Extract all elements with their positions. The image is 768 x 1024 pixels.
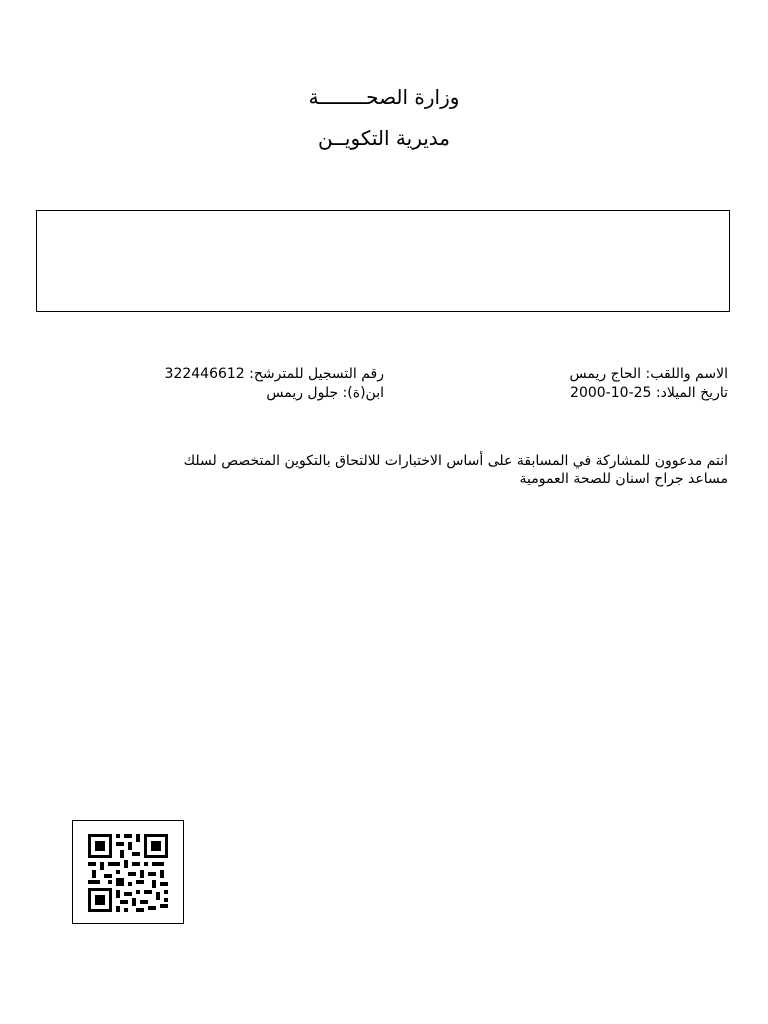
directorate-title: مديرية التكويــن (317, 126, 451, 150)
invitation-line-1: انتم مدعوون للمشاركة في المسابقة على أساس الاختبارات للالتحاق بالتكوين المتخصص لسلك (183, 453, 728, 469)
registration-number: رقم التسجيل للمترشح: 322446612 (164, 366, 384, 382)
invitation-line-2: مساعد جراح اسنان للصحة العمومية (519, 471, 728, 487)
candidate-name: الاسم واللقب: الحاج ريمس (569, 366, 728, 382)
qr-code-icon (88, 834, 168, 912)
empty-box (36, 210, 730, 312)
invitation-text (118, 452, 728, 488)
ministry-title: وزارة الصحــــــــة (308, 85, 460, 109)
child-of: ابن(ة): جلول ريمس (266, 385, 384, 401)
qr-code-frame (72, 820, 184, 924)
candidate-birth-date: تاريخ الميلاد: 25-10-2000 (570, 385, 728, 401)
